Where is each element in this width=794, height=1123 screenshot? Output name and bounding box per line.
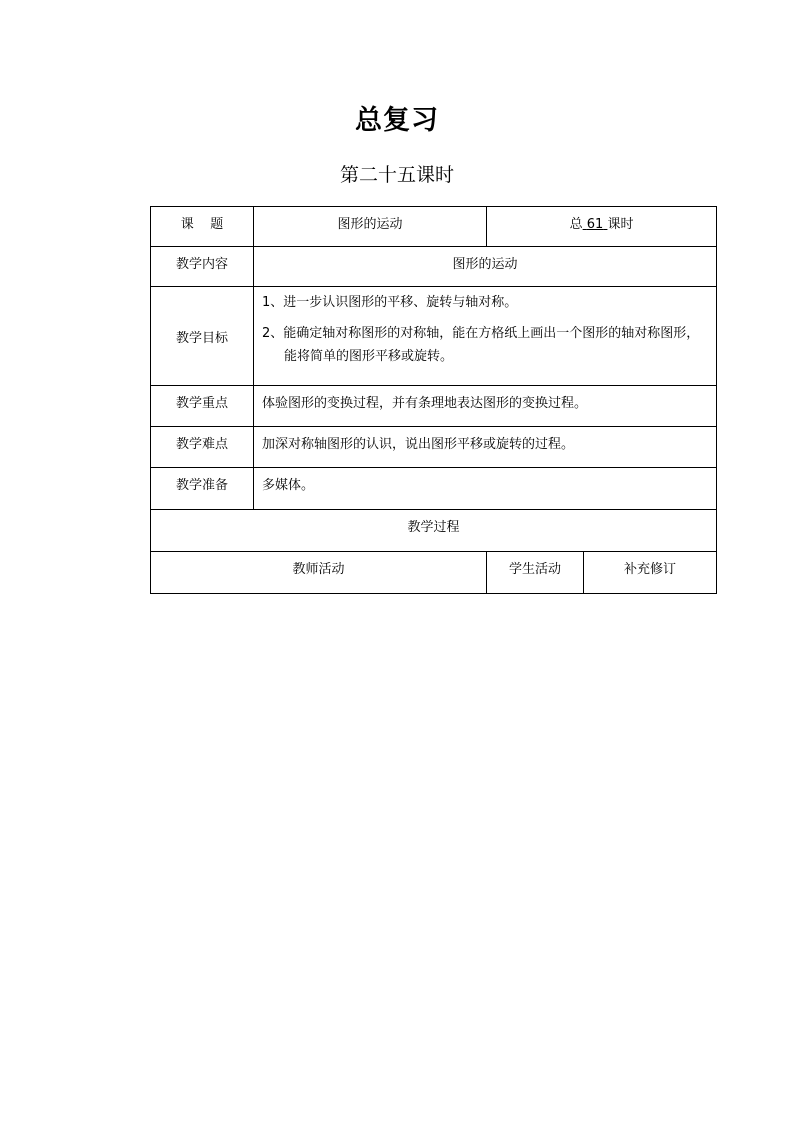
lesson-plan-table	[150, 206, 717, 594]
prep-value: 多媒体。	[254, 468, 717, 510]
goal-item-2: 2、能确定轴对称图形的对称轴，能在方格纸上画出一个图形的轴对称图形，能将简单的图形平移或旋转。	[262, 326, 700, 364]
teacher-activity-label: 教师活动	[292, 562, 345, 577]
teacher-activity-header	[151, 552, 487, 594]
key-label: 教学重点	[151, 386, 254, 427]
goals-cell	[254, 287, 717, 386]
topic-value	[254, 207, 487, 247]
total-lessons	[487, 207, 717, 247]
difficulty-value: 加深对称轴图形的认识，说出图形平移或旋转的过程。	[254, 427, 717, 468]
goals-label: 教学目标	[151, 287, 254, 386]
page-title: 总复习	[355, 105, 439, 136]
prep-label: 教学准备	[151, 468, 254, 510]
revision-header	[584, 552, 717, 594]
topic-text: 图形的运动	[337, 217, 403, 232]
content-label: 教学内容	[151, 247, 254, 287]
key-value: 体验图形的变换过程，并有条理地表达图形的变换过程。	[254, 386, 717, 427]
process-label: 教学过程	[407, 520, 460, 535]
content-text: 图形的运动	[452, 257, 518, 272]
lesson-number: 第二十五课时	[339, 164, 454, 186]
topic-label: 课 题	[151, 207, 254, 247]
difficulty-label: 教学难点	[151, 427, 254, 468]
revision-label: 补充修订	[624, 562, 677, 577]
total-suffix: 课时	[607, 217, 634, 232]
goal-item-1: 1、进一步认识图形的平移、旋转与轴对称。	[262, 295, 518, 310]
total-prefix: 总	[569, 217, 583, 232]
student-activity-header	[487, 552, 584, 594]
process-header	[151, 510, 717, 552]
student-activity-label: 学生活动	[509, 562, 562, 577]
content-value	[254, 247, 717, 287]
total-number: 61	[586, 217, 604, 232]
